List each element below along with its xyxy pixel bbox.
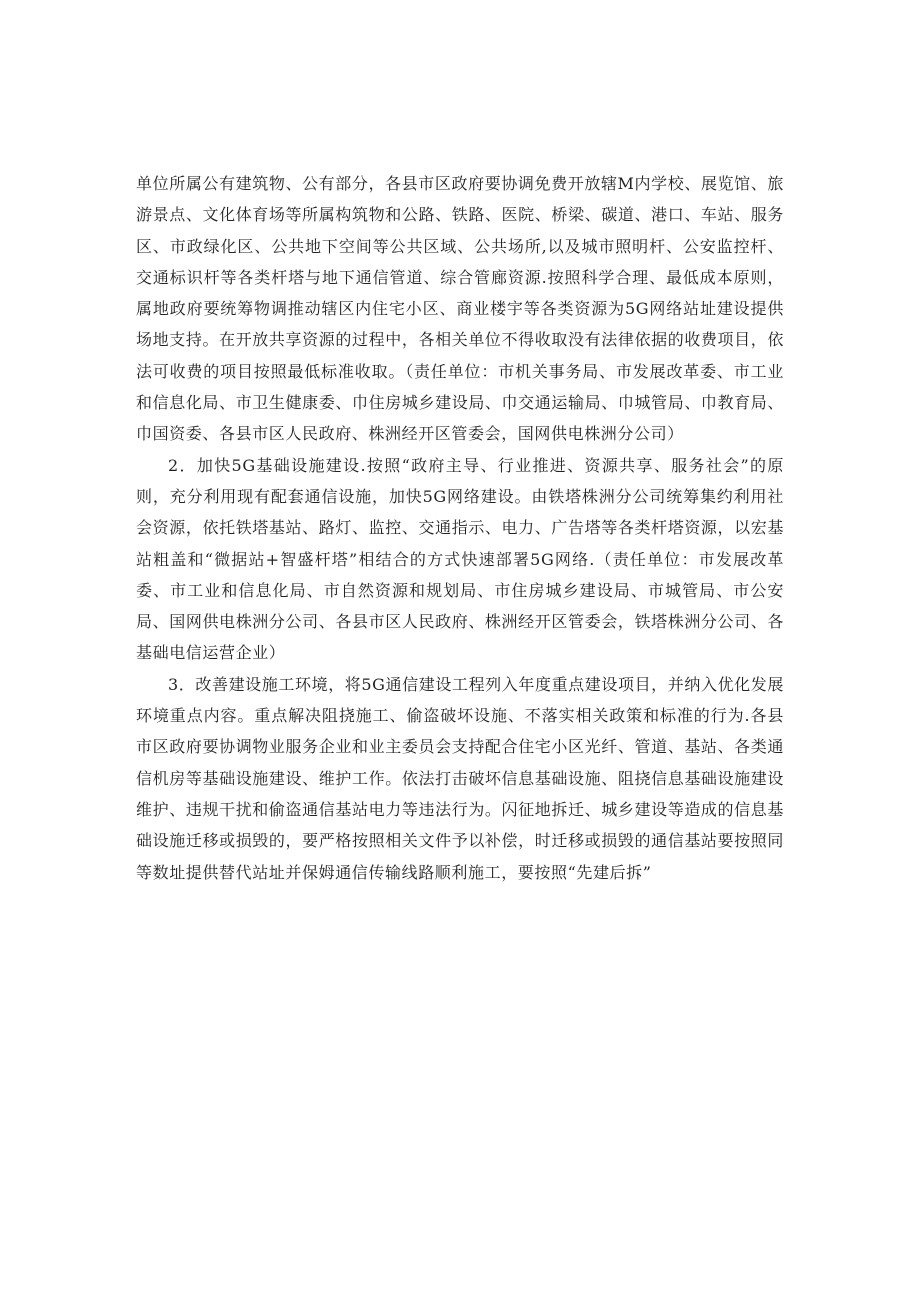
paragraph-item-2: 2．加快5G基础设施建设.按照“政府主导、行业推进、资源共享、服务社会”的原则，充分利用现有配套通信设施，加快5G网络建设。由铁塔株洲分公司统筹集约利用社会资源，依托铁塔基站、路灯、监控、交通指示、电力、广告塔等各类杆塔资源，以宏基站粗盖和“微据站+智盛杆塔”相结合的方式快速部署5G网络.（责任单位：市发展改革委、市工业和信息化局、市自然资源和规划局、市住房城乡建设局、市城管局、市公安局、国网供电株洲分公司、各县市区人民政府、株洲经开区管委会，铁塔株洲分公司、各基础电信运营企业） [136, 455, 784, 663]
document-body [136, 168, 784, 888]
paragraph-item-3: 3．改善建设施工环境，将5G通信建设工程列入年度重点建设项目，并纳入优化发展环境重点内容。重点解决阻挠施工、偷盗破坏设施、不落实相关政策和标准的行为.各县市区政府要协调物业服务企业和业主委员会支持配合住宅小区光纤、管道、基站、各类通信机房等基础设施建设、维护工作。依法打击破坏信息基础设施、阻挠信息基础设施建设维护、违规干扰和偷盗通信基站电力等违法行为。闪征地拆迁、城乡建设等造成的信息基础设施迁移或损毁的，要严格按照相关文件予以补偿，时迁移或损毁的通信基站要按照同等数址提供替代站址并保姆通信传输线路顺利施工，要按照“先建后拆” [136, 674, 784, 882]
paragraph-continued: 单位所属公有建筑物、公有部分，各县市区政府要协调免费开放辖M内学校、展览馆、旅游景点、文化体育场等所属构筑物和公路、铁路、医院、桥梁、碳道、港口、车站、服务区、市政绿化区、公共地下空间等公共区域、公共场所,以及城市照明杆、公安监控杆、交通标识杆等各类杆塔与地下通信管道、综合管廊资源.按照科学合理、最低成本原则，属地政府要统筹物调推动辖区内住宅小区、商业楼宇等各类资源为5G网络站址建设提供场地支持。在开放共享资源的过程中，各相关单位不得收取没有法律依据的收费项目，依法可收费的项目按照最低标准收取。（责任单位：市机关事务局、市发展改革委、市工业和信息化局、市卫生健康委、巾住房城乡建设局、巾交通运输局、巾城管局、巾教育局、巾国资委、各县市区人民政府、株洲经开区管委会，国网供电株洲分公司） [136, 174, 784, 444]
